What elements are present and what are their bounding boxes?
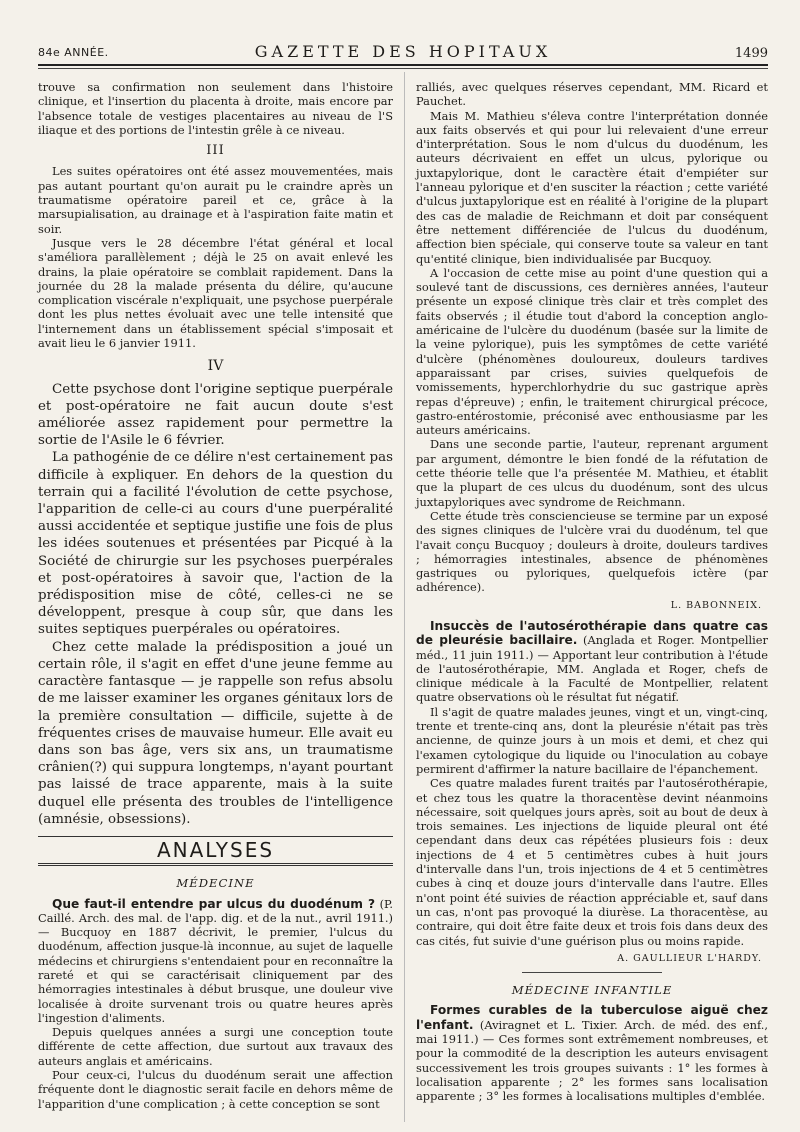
header-rule [38,64,768,66]
tuberculose-title: Formes curables de la tuberculose aiguë chez l'enfant. [416,1003,768,1032]
ulcus-paragraph-3: Pour ceux-ci, l'ulcus du duodénum serait une affection fréquente dont le diagnostic serait facile en dehors même de l'apparition d'une complication ; à cette conception se sont [38,1068,393,1111]
header-rule-thin [38,68,768,69]
autoserotherapie-title: Insuccès de l'autosérothérapie dans quatre cas de pleurésie bacillaire. [416,618,768,648]
autoserotherapie-intro [416,619,768,705]
ulcus-article-body: (P. Caillé. Arch. des mal. de l'app. dig. et de la nut., avril 1911.) — Bucquoy en 1887 décrivit, le premier, l'ulcus du duodénum, affection jusque-là inconnue, au sujet de laquelle médecins et chirurgiens s'entendaient pour en reconnaître la rareté et qui se caractérisait cliniquement par des hémorragies intestinales à début brusque, une douleur vive localisée à droite survenant trois ou quatre heures après l'ingestion d'aliments. [38,896,393,1025]
tuberculose-body: (Aviragnet et L. Tixier. Arch. de méd. des enf., mai 1911.) — Ces formes sont extrêmement nombreuses, et pour la commodité de la description les auteurs envisagent successivement les trois groupes suivants : 1° les formes à localisation apparente ; 2° les formes sans localisation apparente ; 3° les formes à localisations multiples d'emblée. [416,1017,768,1104]
journal-title: GAZETTE DES HOPITAUX [254,42,552,61]
volume-label: 84e ANNÉE. [38,46,109,59]
section-4-paragraph-1: Cette psychose dont l'origine septique puerpérale et post-opératoire ne fait aucun doute s'est améliorée assez rapidement pour permettre la sortie de l'Asile le 6 février. [38,381,393,449]
autoserotherapie-body: (Anglada et Roger. Montpellier méd., 11 juin 1911.) — Apportant leur contribution à l'étude de l'autosérothérapie, MM. Anglada et Roger, chefs de clinique médicale à la Faculté de Montpellier, relatent quatre observations où le résultat fut négatif. [416,633,768,705]
analyses-double-rule [38,863,393,866]
medecine-heading: MÉDECINE [176,876,255,891]
section-4-paragraph-3: Chez cette malade la prédisposition a joué un certain rôle, il s'agit en effet d'une jeune femme au caractère fantasque — je rappelle son refus absolu de me laisser examiner les organes génitaux lors de la première consultation — difficile, sujette à de fréquentes crises de mauvaise humeur. Elle avait eu dans son bas âge, vers six ans, un traumatisme crânien(?) qui suppura longtemps, n'ayant pourtant pas laissé de trace apparente, mais à la suite duquel elle présenta des troubles de l'intelligence (amnésie, obsessions). [38,639,393,827]
medecine-infantile-heading: MÉDECINE INFANTILE [511,983,673,998]
author-signature-2: A. GAULLIEUR L'HARDY. [617,952,762,964]
analyses-heading: ANALYSES [156,837,275,862]
ulcus-article-intro [38,897,393,1026]
author-signature-1: L. BABONNEIX. [670,599,762,611]
right-column [416,80,768,1103]
occasion-paragraph: A l'occasion de cette mise au point d'une question qui a soulevé tant de discussions, ces dernières années, l'auteur présente un exposé clinique très clair et très complet des faits observés ; il étudie tout d'abord la conception anglo-américaine de l'ulcère du duodénum (basée sur la limite de la veine pylorique), puis les symptômes de cette variété d'ulcère (phénomènes douloureux, douleurs tardives apparaissant par crises, suivies quelquefois de vomissements, hyperchlorhydrie du suc gastrique après repas d'épreuve) ; enfin, le traitement chirurgical précoce, gastro-entérostomie, préconisé avec enthousiasme par les auteurs américains. [416,265,768,438]
autoserotherapie-paragraph-2: Il s'agit de quatre malades jeunes, vingt et un, vingt-cinq, trente et trente-cinq ans, dont la pleurésie n'était pas très ancienne, de quinze jours à un mois et demi, et chez qui l'examen cytologique du liquide ou l'inoculation au cobaye permirent d'affirmer la nature bacillaire de l'épanchement. [416,704,768,776]
section-4-number: IV [207,358,224,375]
column-divider [404,72,405,1122]
ulcus-paragraph-2: Depuis quelques années a surgi une conception toute différente de cette affection, due surtout aux travaux des auteurs anglais et américains. [38,1025,393,1068]
section-separator [522,972,662,973]
ulcus-continuation: ralliés, avec quelques réserves cependant, MM. Ricard et Pauchet. [416,80,768,109]
section-3-paragraph-2: Jusque vers le 28 décembre l'état général et local s'améliora parallèlement ; déjà le 25 on avait enlevé les drains, la plaie opératoire se comblait rapidement. Dans la journée du 28 la malade présenta du délire, qu'aucune complication viscérale n'expliquait, une psychose puerpérale dont les plus nettes évoluait avec une telle intensité que l'internement dans un établissement spécial s'imposait et avait lieu le 6 janvier 1911. [38,235,393,351]
section-3-number: III [206,143,225,159]
ulcus-article-title: Que faut-il entendre par ulcus du duodénum ? [52,896,376,911]
section-3-paragraph-1: Les suites opératoires ont été assez mouvementées, mais pas autant pourtant qu'on aurait pu le craindre après un traumatisme opératoire pareil et ce, grâce à la marsupialisation, au drainage et à l'aspiration faite matin et soir. [38,164,393,236]
page-number: 1499 [734,46,768,61]
second-part-paragraph: Dans une seconde partie, l'auteur, reprenant argument par argument, démontre le bien fondé de la réfutation de cette théorie telle que l'a présentée M. Mathieu, et établit que la plupart de ces ulcus du duodénum, sont des ulcus juxtapyloriques avec syndrome de Reichmann. [416,437,768,509]
section-4-paragraph-2: La pathogénie de ce délire n'est certainement pas difficile à expliquer. En dehors de la question du terrain qui a facilité l'évolution de cette psychose, l'apparition de celle-ci au cours d'une puerpéralité aussi accidentée et septique justifie une fois de plus les idées soutenues et présentées par Picqué à la Société de chirurgie sur les psychoses puerpérales et post-opératoires à savoir que, l'action de la prédisposition mise de côté, celles-ci ne se développent, presque à coup sûr, que dans les suites septiques puerpérales ou opératoires. [38,450,393,638]
autoserotherapie-paragraph-3: Ces quatre malades furent traités par l'autosérothérapie, et chez tous les quatre la thoracentèse devint néanmoins nécessaire, soit quelques jours après, soit au bout de deux à trois semaines. Les injections de liquide pleural ont été cependant dans deux cas répétées plusieurs fois : deux injections de 4 et 5 centimètres cubes à huit jours d'intervalle dans l'un, trois injections de 4 et 5 centimètres cubes à cinq et douze jours d'intervalle dans l'autre. Elles n'ont point été suivies de réaction appréciable et, sauf dans un cas, n'ont pas provoqué la diurèse. La thoracentèse, au contraire, qui doit être faite deux et trois fois dans deux des cas cités, fut suivie d'une guérison plus ou moins rapide. [416,776,768,948]
intro-paragraph: trouve sa confirmation non seulement dans l'histoire clinique, et l'insertion du placenta à droite, mais encore par l'absence totale de vestiges placentaires au niveau de l'S iliaque et des portions de l'intestin grêle à ce niveau. [38,80,393,137]
left-column [38,80,393,1111]
tuberculose-intro [416,1003,768,1103]
conclusion-paragraph: Cette étude très consciencieuse se termine par un exposé des signes cliniques de l'ulcère vrai du duodénum, tel que l'avait conçu Bucquoy ; douleurs à droite, douleurs tardives ; hémorragies intestinales, absence de phénomènes gastriques ou pyloriques, quelquefois ictère (par adhérence). [416,508,768,595]
analyses-rule [38,836,393,837]
mathieu-paragraph: Mais M. Mathieu s'éleva contre l'interprétation donnée aux faits observés et qui pour lui relevaient d'une erreur d'interprétation. Sous le nom d'ulcus du duodénum, les auteurs décrivaient en effet un ulcus, pylorique ou juxtapylorique, dont le caractère était d'empiéter sur l'anneau pylorique et d'en susciter la réaction ; cette variété d'ulcus juxtapylorique est en réalité à l'origine de la plupart des cas de maladie de Reichmann et doit par conséquent être nettement différenciée de l'ulcus du duodénum, affection bien spéciale, qui conserve toute sa valeur en tant qu'entité clinique, bien individualisée par Bucquoy. [416,108,768,266]
